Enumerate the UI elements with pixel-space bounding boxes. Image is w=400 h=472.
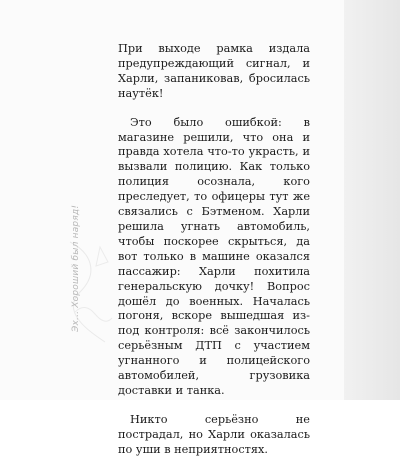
paragraph-2: Это было ошибкой: в магазине решили, что она и правда хотела что-то украсть, и вызвали полицию. Как только полиция осознала, кого преследует, то офицеры тут же связались с Бэтменом. Харли решила угнать автомобиль, чтобы поскорее скрыться, да вот только в машине оказался пассажир: Харли похитила генеральскую дочку! Вопрос дошёл до военных. Началась погоня, вскоре вышедшая из-под контроля: всё закончилось серьёзным ДТП с участием угнанного и полицейского автомобилей, грузовика доставки и танка. — [118, 115, 310, 397]
page-edge-shadow — [344, 0, 400, 400]
paragraph-3: Никто серьёзно не пострадал, но Харли оказалась по уши в неприятностях. — [118, 412, 310, 456]
main-text — [118, 42, 310, 472]
paragraph-1: При выходе рамка издала предупреждающий сигнал, и Харли, запаниковав, бросилась наутёк! — [118, 42, 310, 100]
faint-doodle-illustration — [60, 232, 120, 352]
margin-note: Эх... Хороший был наряд! — [71, 204, 81, 332]
